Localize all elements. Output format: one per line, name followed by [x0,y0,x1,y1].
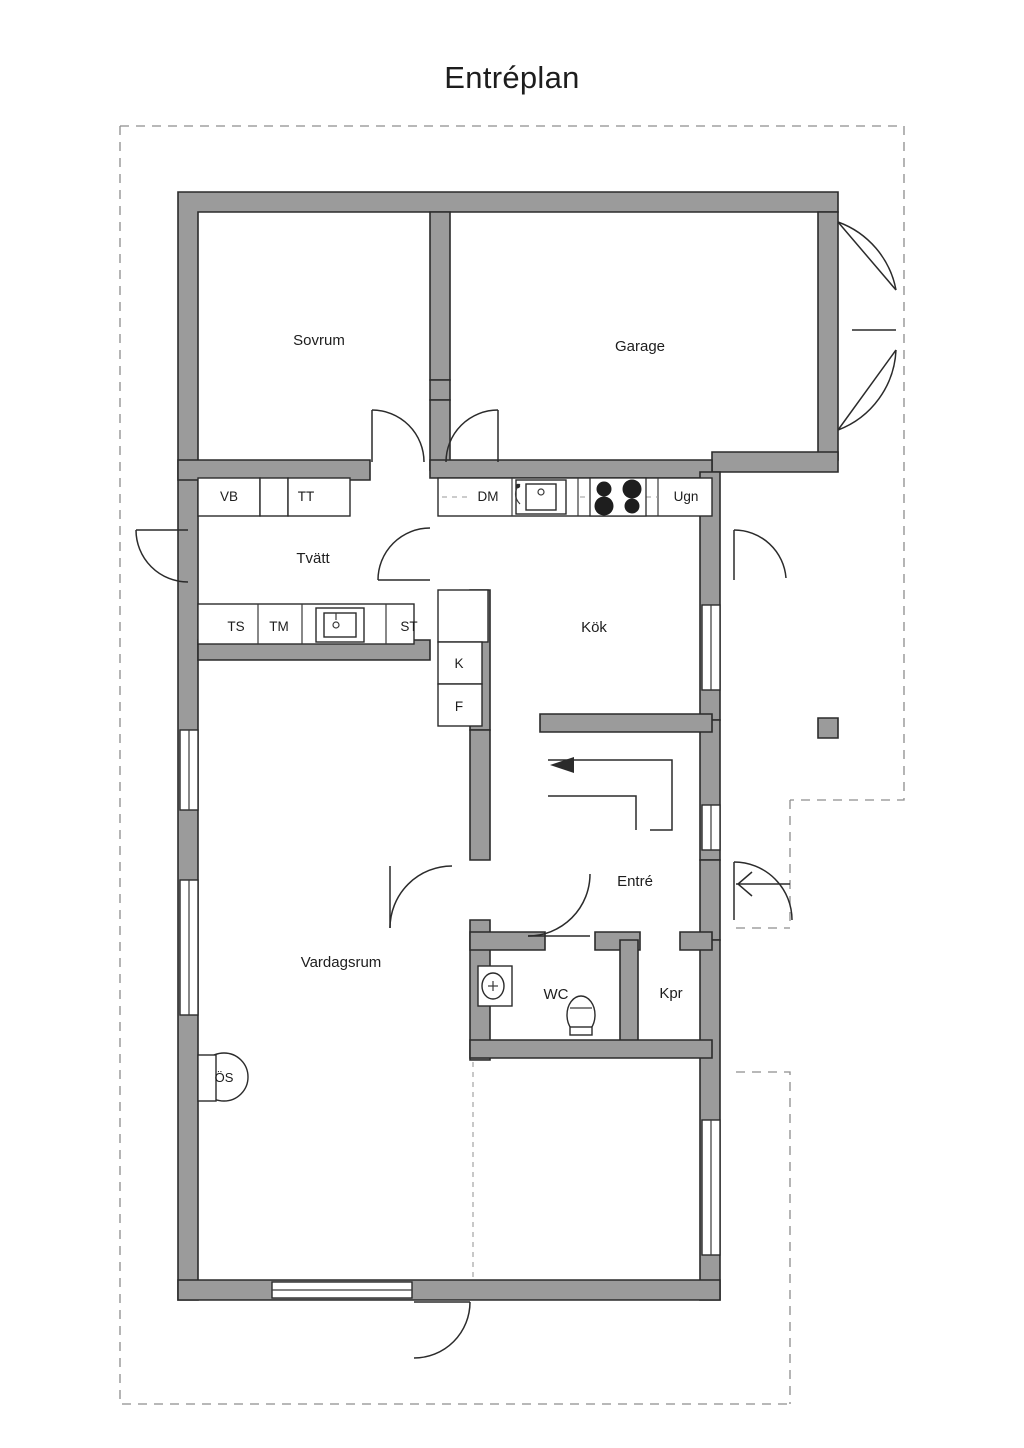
appliance-label-ugn: Ugn [673,489,699,504]
room-label-entre: Entré [617,873,653,890]
room-label-tvatt: Tvätt [296,550,330,567]
page-title: Entréplan [444,60,580,95]
appliance-label-os: ÖS [214,1070,234,1085]
appliance-label-dm: DM [477,489,499,504]
dashed-outline [120,126,904,1404]
appliance-label-st: ST [400,619,418,634]
room-label-garage: Garage [614,338,666,355]
appliance-label-tt: TT [297,489,315,504]
appliance-label-tm: TM [269,619,289,634]
appliance-label-vb: VB [219,489,239,504]
stair-direction-arrow [548,757,672,830]
wc-fixtures [478,966,595,1035]
doors [136,222,896,1358]
appliance-label-f: F [454,699,464,714]
room-label-sovrum: Sovrum [293,332,345,349]
room-label-wc: WC [543,986,569,1003]
room-label-kok: Kök [581,619,607,636]
entrance-direction-arrow [736,872,790,896]
room-label-kpr: Kpr [659,985,683,1002]
walls [178,192,838,1300]
appliance-label-ts: TS [227,619,245,634]
appliance-label-k: K [454,656,464,671]
room-label-vardagsrum: Vardagsrum [300,954,382,971]
